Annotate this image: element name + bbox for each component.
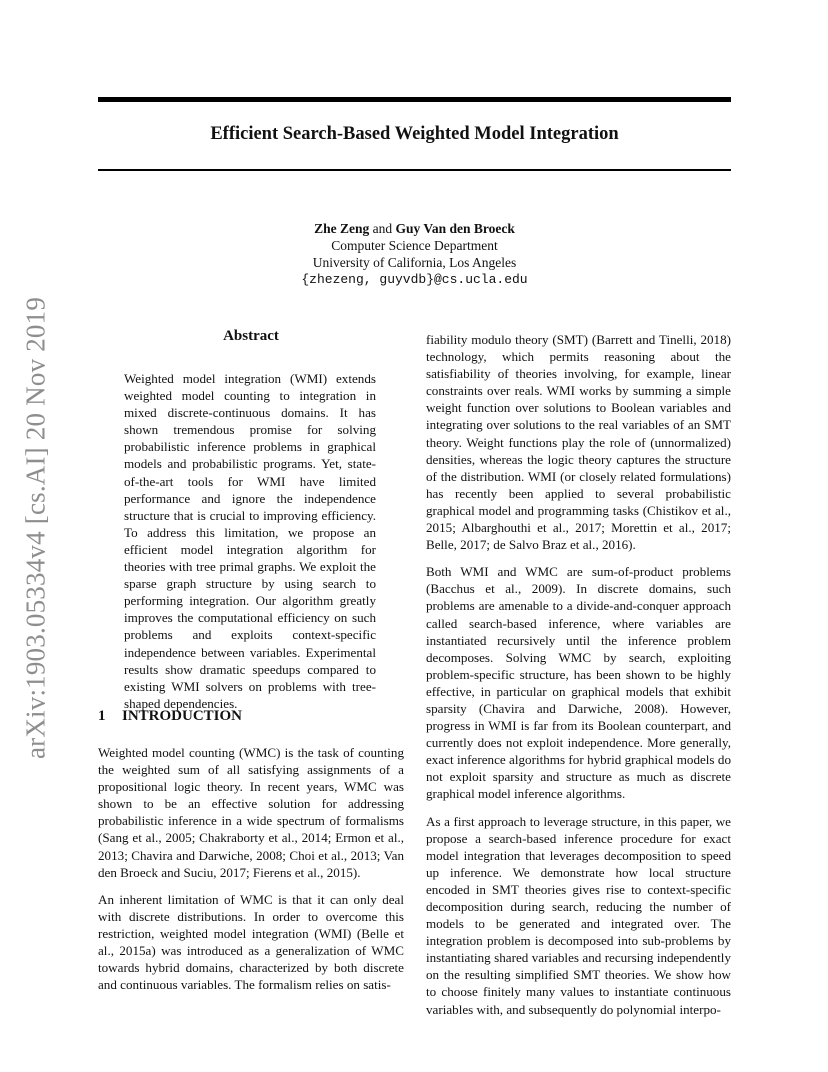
abstract-heading: Abstract — [223, 328, 279, 344]
paragraph: Weighted model counting (WMC) is the task of counting the weighted sum of all satisfying assignments of a propositional logic theory. In recent years, WMC was shown to be an effective solution for addressing probabilistic inference in a wide spectrum of formalisms (Sang et al., 2005; Chakraborty et al., 2014; Ermon et al., 2013; Chavira and Darwiche, 2008; Choi et al., 2013; Van den Broeck and Suciu, 2017; Fierens et al., 2015). — [98, 745, 404, 880]
title-bottom-rule — [98, 169, 731, 171]
arxiv-identifier: arXiv:1903.05334v4 [cs.AI] 20 Nov 2019 — [20, 296, 51, 760]
abstract-text: Weighted model integration (WMI) extends weighted model counting to integration in mixed discrete-continuous domains. It has shown tremendous promise for solving probabilistic inference problems in graphical models and probabilistic programs. Yet, state-of-the-art tools for WMI have limited performance and ignore the independence structure that is crucial to improving efficiency. To address this limitation, we propose an efficient model integration algorithm for theories with tree primal graphs. We exploit the sparse graph structure by using search to performing integration. Our algorithm greatly improves the computational efficiency on such problems and exploits context-specific independence between variables. Experimental results show dramatic speedups compared to existing WMI solvers on problems with tree-shaped dependencies. — [124, 371, 376, 711]
affiliation-department: Computer Science Department — [331, 238, 498, 253]
paragraph: An inherent limitation of WMC is that it can only deal with discrete distributions. In order to overcome this restriction, weighted model integration (WMI) (Belle et al., 2015a) was introduced as a generalization of WMC towards hybrid domains, characterized by both discrete and continuous variables. The formalism relies on satis- — [98, 891, 404, 993]
paper-title: Efficient Search-Based Weighted Model Integration — [210, 124, 619, 144]
paragraph: Both WMI and WMC are sum-of-product problems (Bacchus et al., 2009). In discrete domains, such problems are amenable to a divide-and-conquer approach called search-based inference, where variables are instantiated recursively until the inference problem decomposes. Solving WMC by search, exploiting problem-specific structure, has been shown to be highly effective, in particular on graphical models that exhibit sparsity (Chavira and Darwiche, 2008). However, progress in WMI is far from its Boolean counterpart, and currently does not exploit independence. More generally, exact inference algorithms for hybrid graphical models do not exploit sparsity and structure as much as discrete graphical model inference algorithms. — [426, 564, 731, 802]
right-column-body — [426, 331, 731, 1028]
affiliation-university: University of California, Los Angeles — [312, 255, 517, 270]
title-top-rule — [98, 97, 731, 102]
author-name: Guy Van den Broeck — [395, 221, 515, 236]
author-name: Zhe Zeng — [314, 221, 370, 236]
section-number: 1 — [98, 708, 106, 724]
paragraph: As a first approach to leverage structure, in this paper, we propose a search-based inference procedure for exact model integration that leverages decomposition to speed up inference. We demonstrate how local structure encoded in SMT theories gives rise to context-specific decomposition during search, reducing the number of models to be generated and integrated over. The integration problem is decomposed into sub-problems by instantiating shared variables and recursing independently on the resulting simplified SMT theories. We show how to choose finitely many values to instantiate continuous variables with, and subsequently do polynomial interpo- — [426, 813, 731, 1017]
author-line — [98, 220, 731, 237]
arxiv-side-stamp — [20, 296, 51, 760]
author-email: {zhezeng, guyvdb}@cs.ucla.edu — [301, 272, 528, 287]
paragraph: fiability modulo theory (SMT) (Barrett and Tinelli, 2018) technology, which permits reasoning about the satisfiability of theories involving, for example, linear constraints over reals. WMI works by summing a simple weight function over solutions to Boolean variables and integrating over solutions to the real variables of an SMT theory. Weight functions play the role of (unnormalized) densities, whereas the logic theory captures the structure of the distribution. WMI (or closely related formulations) has recently been applied to several probabilistic graphical model and programming tasks (Chistikov et al., 2015; Albarghouthi et al., 2017; Morettin et al., 2017; Belle, 2017; de Salvo Braz et al., 2016). — [426, 332, 731, 553]
section-heading — [98, 708, 242, 725]
author-block — [98, 220, 731, 288]
section-title: INTRODUCTION — [122, 708, 243, 724]
author-conjunction: and — [372, 221, 393, 236]
left-column-body — [98, 744, 404, 1003]
